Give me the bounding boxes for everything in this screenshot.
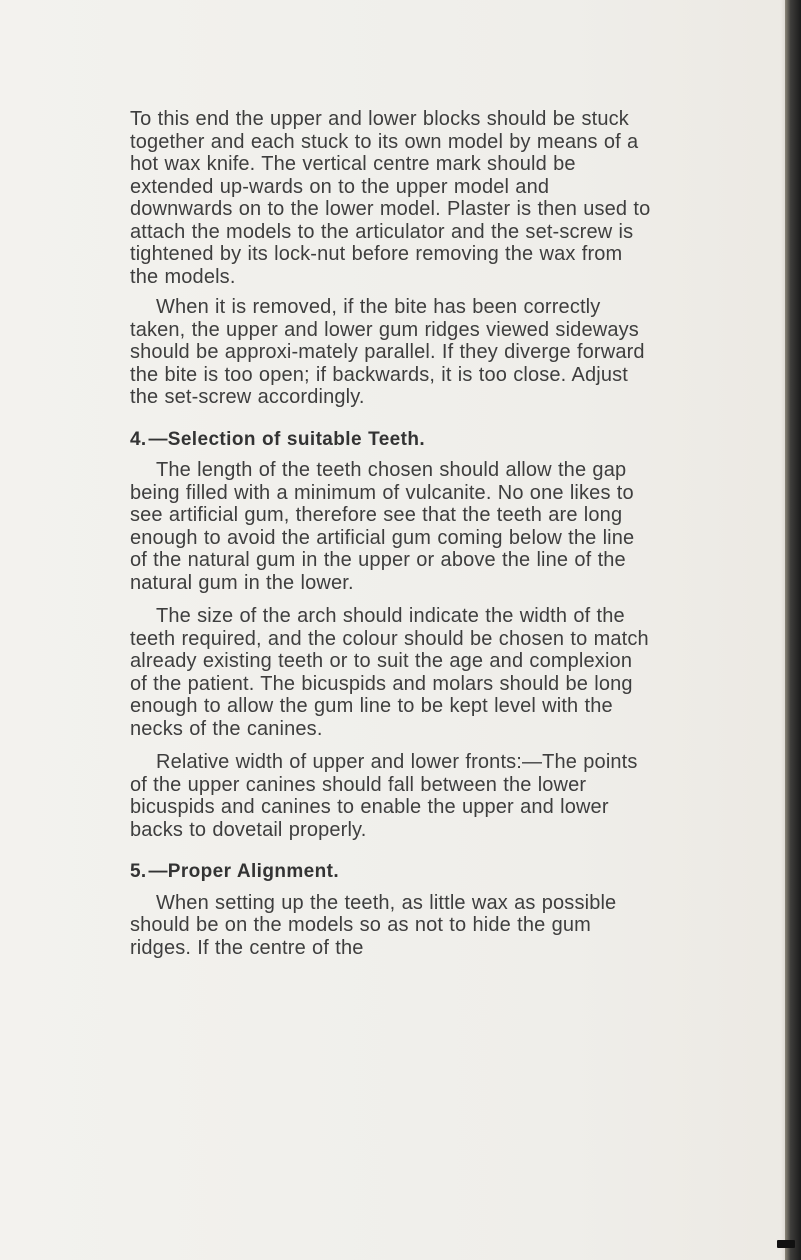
page-text [130, 108, 655, 970]
section-5-paragraph-1: When setting up the teeth, as little wax as possible should be on the models so as not to hide the gum ridges. If the centre of the [130, 891, 617, 959]
section-4-paragraph-1: The length of the teeth chosen should allow the gap being filled with a minimum of vulcanite. No one likes to see artificial gum, therefore see that the teeth are long enough to avoid the artificial gum coming below the line of the natural gum in the upper or above the line of the natural gum in the lower. [130, 459, 635, 594]
page-edge-mark [777, 1240, 795, 1248]
section-5-dash: — [148, 861, 168, 882]
section-4-heading [130, 429, 655, 452]
section-4-title: Selection of suitable Teeth. [167, 428, 426, 450]
section-4-number: 4. [130, 428, 147, 450]
section-5-heading [130, 861, 655, 884]
book-spine [785, 0, 801, 1260]
section-4-paragraph-3: Relative width of upper and lower fronts:—The points of the upper canines should fall between the lower bicuspids and canines to enable the upper and lower backs to dovetail properly. [130, 751, 638, 841]
section-5-number: 5. [130, 861, 147, 882]
paragraph-2: When it is removed, if the bite has been correctly taken, the upper and lower gum ridges viewed sideways should be approxi-mately parallel. If they diverge forward the bite is too open; if backwards, it is too close. Adjust the set-screw accordingly. [130, 296, 645, 408]
section-4-dash: — [148, 428, 168, 450]
section-5-title: Proper Alignment. [167, 861, 340, 882]
section-4-paragraph-2: The size of the arch should indicate the width of the teeth required, and the colour should be chosen to match already existing teeth or to suit the age and complexion of the patient. The bicuspids and molars should be long enough to allow the gum line to be kept level with the necks of the canines. [130, 605, 649, 740]
paragraph-1: To this end the upper and lower blocks should be stuck together and each stuck to its own model by means of a hot wax knife. The vertical centre mark should be extended up-wards on to the upper model and downwards on to the lower model. Plaster is then used to attach the models to the articulator and the set-screw is tightened by its lock-nut before removing the wax from the models. [130, 108, 651, 288]
